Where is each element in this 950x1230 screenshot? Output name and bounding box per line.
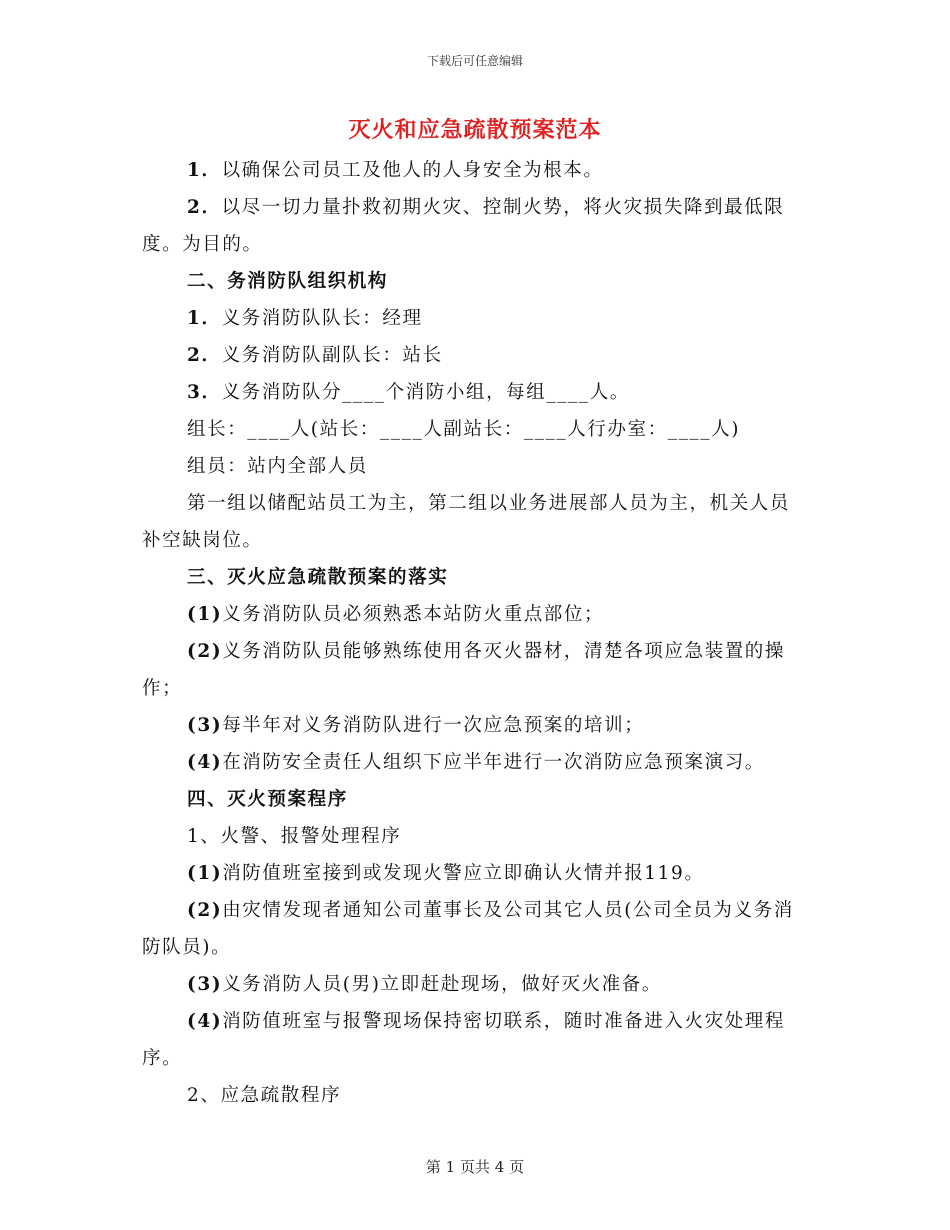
item-number: 1． [187, 160, 222, 181]
paragraph [142, 374, 810, 411]
paragraph-text: 义务消防队分____个消防小组，每组____人。 [221, 382, 630, 403]
paragraph-text: 义务消防人员(男)立即赶赴现场，做好灭火准备。 [222, 974, 662, 995]
item-number: (4) [187, 1011, 223, 1032]
paragraph-text: 义务消防队员能够熟练使用各灭火器材，清楚各项应急装置的操作； [142, 641, 785, 699]
item-number: (4) [187, 752, 223, 773]
paragraph [142, 596, 810, 633]
paragraph-text: 2、应急疏散程序 [187, 1085, 342, 1106]
paragraph [142, 485, 810, 559]
paragraph [142, 892, 810, 966]
paragraph-text: 1、火警、报警处理程序 [187, 826, 402, 847]
paragraph-text: 第一组以储配站员工为主，第二组以业务进展部人员为主，机关人员补空缺岗位。 [142, 493, 791, 551]
item-number: 3． [187, 382, 222, 403]
paragraph-text: 在消防安全责任人组织下应半年进行一次消防应急预案演习。 [222, 752, 765, 773]
document-body [142, 152, 810, 1114]
item-number: (3) [187, 715, 223, 736]
paragraph [142, 633, 810, 707]
paragraph [142, 189, 810, 263]
document-title: 灭火和应急疏散预案范本 [348, 117, 602, 143]
paragraph-text: 消防值班室与报警现场保持密切联系，随时准备进入火灾处理程序。 [142, 1011, 785, 1069]
section-heading: 三、灭火应急疏散预案的落实 [187, 567, 449, 588]
item-number: (3) [187, 974, 223, 995]
paragraph-text: 义务消防队员必须熟悉本站防火重点部位； [222, 604, 605, 625]
paragraph [142, 855, 810, 892]
paragraph-text: 由灾情发现者通知公司董事长及公司其它人员(公司全员为义务消防队员)。 [142, 900, 794, 958]
page-footer: 第 1 页共 4 页 [425, 1158, 525, 1176]
paragraph [142, 1003, 810, 1077]
item-number: (1) [187, 604, 223, 625]
paragraph-text: 以尽一切力量扑救初期火灾、控制火势，将火灾损失降到最低限度。为目的。 [142, 197, 785, 255]
paragraph [142, 300, 810, 337]
paragraph [142, 1077, 810, 1114]
item-number: 2． [187, 345, 222, 366]
item-number: 2． [187, 197, 222, 218]
item-number: (2) [187, 641, 223, 662]
paragraph [142, 152, 810, 189]
item-number: (1) [187, 863, 223, 884]
paragraph [142, 411, 810, 448]
page-header-note: 下载后可任意编辑 [426, 54, 523, 68]
item-number: 1． [187, 308, 222, 329]
section-heading: 四、灭火预案程序 [187, 789, 348, 810]
paragraph-text: 消防值班室接到或发现火警应立即确认火情并报119。 [222, 863, 705, 884]
paragraph [142, 448, 810, 485]
section-heading: 二、务消防队组织机构 [187, 271, 389, 292]
paragraph [142, 966, 810, 1003]
paragraph-text: 义务消防队队长：经理 [221, 308, 423, 329]
paragraph [142, 707, 810, 744]
paragraph-text: 以确保公司员工及他人的人身安全为根本。 [221, 160, 604, 181]
paragraph-text: 每半年对义务消防队进行一次应急预案的培训； [222, 715, 645, 736]
paragraph [142, 818, 810, 855]
paragraph [142, 744, 810, 781]
paragraph-text: 义务消防队副队长：站长 [221, 345, 443, 366]
paragraph-text: 组长：____人(站长：____人副站长：____人行办室：____人) [187, 419, 741, 440]
item-number: (2) [187, 900, 223, 921]
paragraph-text: 组员：站内全部人员 [187, 456, 368, 477]
paragraph [142, 337, 810, 374]
